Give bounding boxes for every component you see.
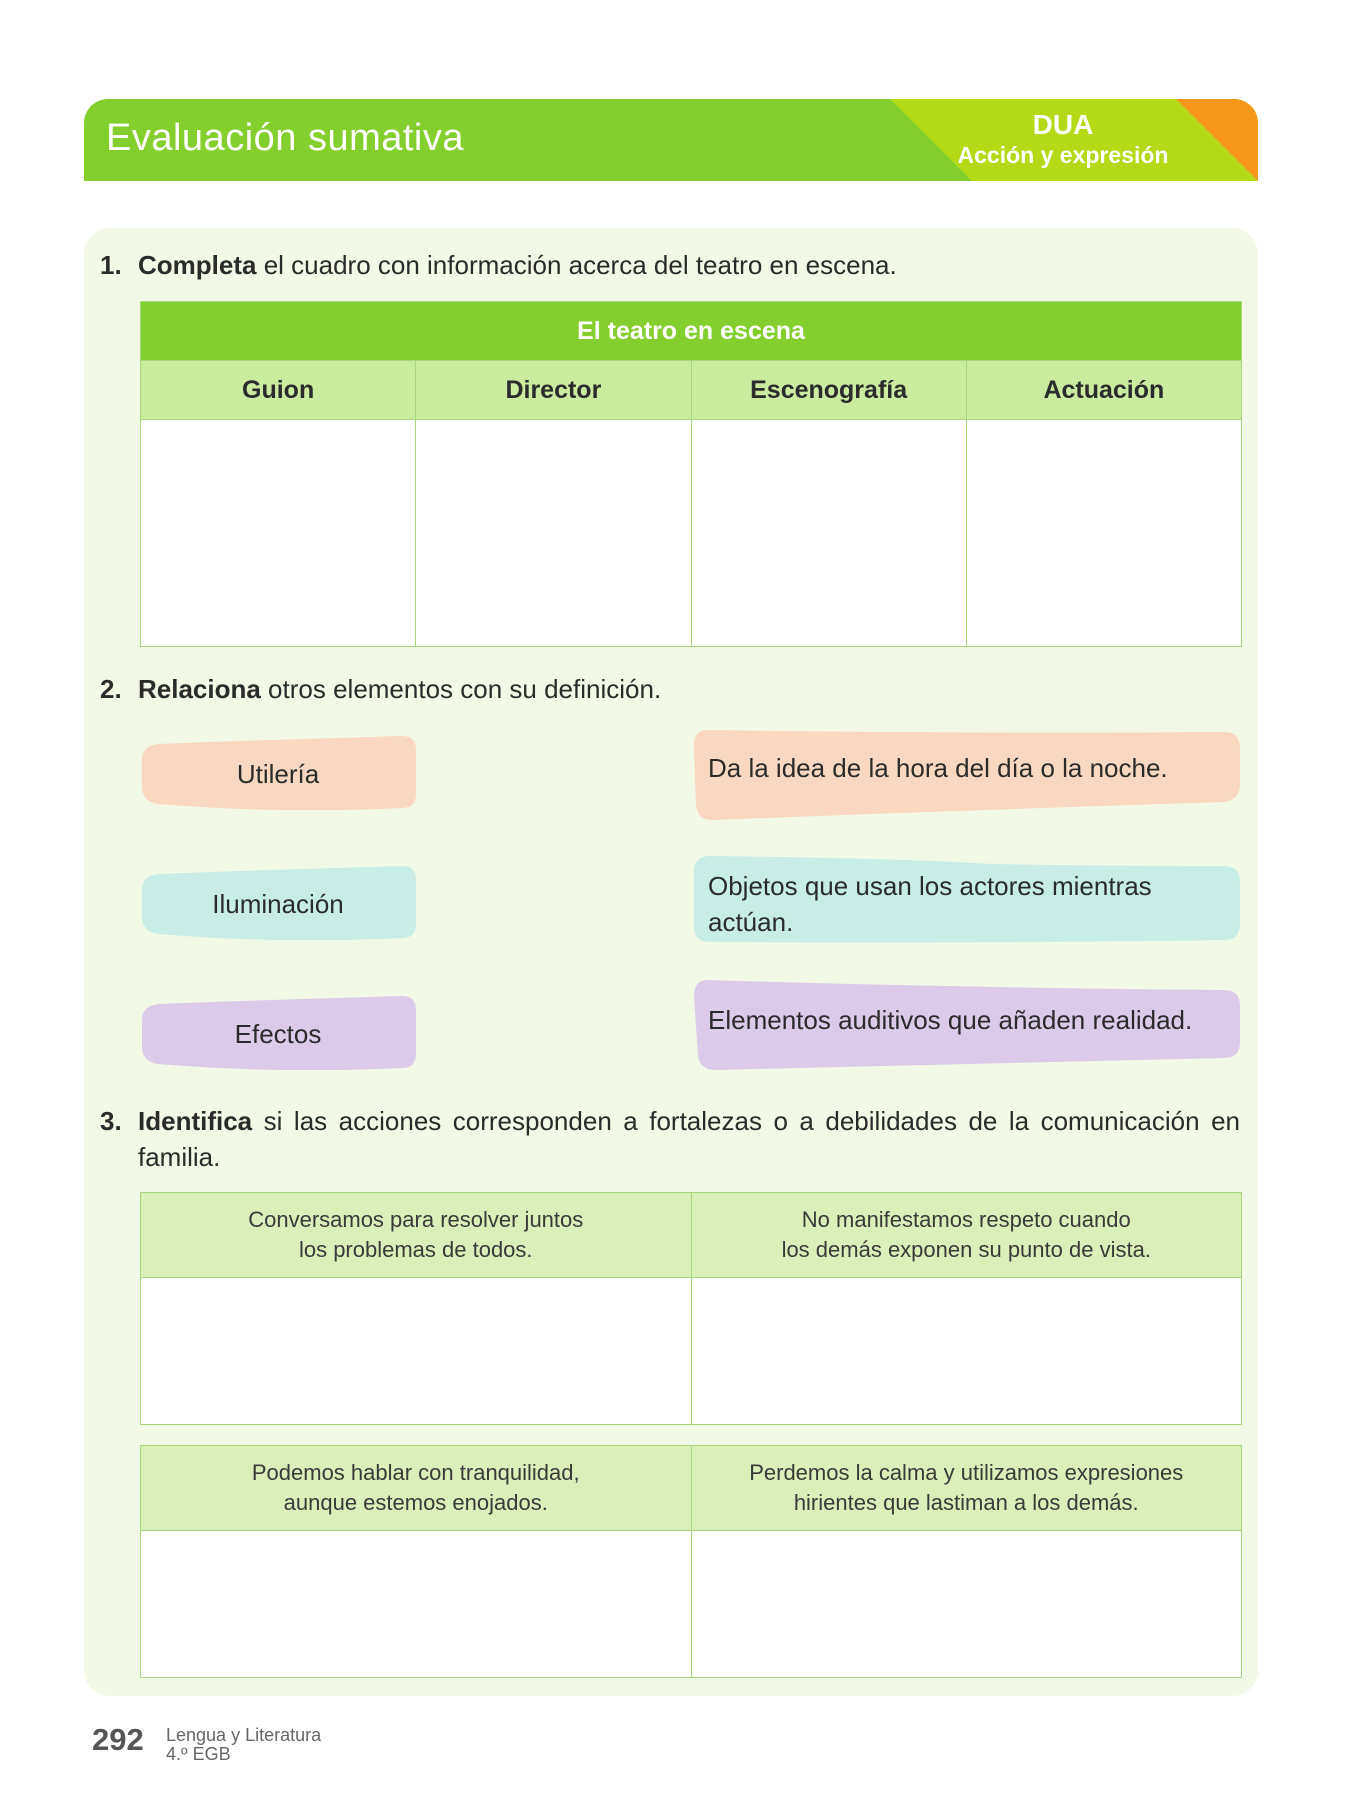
subject-name: Lengua y Literatura [166,1725,322,1745]
answer-cell-escenografia[interactable] [692,419,967,646]
statement-line: No manifestamos respeto cuando [801,1207,1131,1232]
statement-line: Perdemos la calma y utilizamos expresiones [749,1460,1184,1485]
question-verb: Identifica [138,1106,253,1136]
dua-label: DUA [1032,109,1094,140]
table-answer-row [141,419,1241,646]
question-text: si las acciones corresponden a fortalezas o a debilidades de la comunicación en familia. [138,1106,1240,1172]
answer-cell[interactable] [692,1530,1242,1677]
table-header-row [141,360,1241,419]
statement-line: los problemas de todos. [298,1237,533,1262]
statement-cell [141,1193,692,1277]
grade-level: 4.º EGB [166,1744,231,1764]
term-iluminacion[interactable] [140,864,416,940]
term-efectos[interactable] [140,994,416,1070]
table-header-row [141,1446,1241,1530]
question-verb: Relaciona [138,674,261,704]
statement-line: Podemos hablar con tranquilidad, [251,1460,580,1485]
definition-text: Da la idea de la hora del día o la noche. [708,753,1168,783]
statement-line: los demás exponen su punto de vista. [781,1237,1151,1262]
question-number: 2. [100,674,122,704]
statement-cell [141,1446,692,1530]
dua-subtitle: Acción y expresión [957,142,1169,168]
term-label: Iluminación [212,889,344,919]
answer-cell[interactable] [692,1277,1242,1424]
definition-text: Objetos que usan los actores mientras actúan. [708,871,1152,937]
dua-badge [948,109,1178,169]
answer-cell[interactable] [141,1277,692,1424]
question-number: 1. [100,250,122,280]
question-3 [100,1103,1240,1175]
header-guion: Guion [141,360,416,419]
table-answer-row [141,1530,1241,1677]
header-director: Director [416,360,691,419]
question-verb: Completa [138,250,257,280]
question-1 [100,247,897,283]
term-utileria[interactable] [140,734,416,810]
page-title: Evaluación sumativa [106,117,465,159]
section-header [84,99,1258,181]
definition-3[interactable] [692,978,1240,1072]
definition-2[interactable] [692,854,1240,944]
term-label: Utilería [236,759,320,789]
definition-1[interactable] [692,728,1240,822]
question-number: 3. [100,1106,122,1136]
definition-text: Elementos auditivos que añaden realidad. [708,1005,1193,1035]
answer-cell-director[interactable] [416,419,691,646]
question-text: otros elementos con su definición. [260,674,662,704]
question-2 [100,671,661,707]
communication-table-b [140,1445,1242,1678]
header-escenografia: Escenografía [692,360,967,419]
answer-cell-guion[interactable] [141,419,416,646]
statement-cell [692,1446,1242,1530]
table-caption: El teatro en escena [141,302,1241,360]
subject-info [166,1726,321,1764]
statement-line: hirientes que lastiman a los demás. [793,1490,1139,1515]
answer-cell-actuacion[interactable] [967,419,1241,646]
table-answer-row [141,1277,1241,1424]
theatre-table [140,301,1242,647]
statement-line: aunque estemos enojados. [283,1490,548,1515]
term-label: Efectos [234,1019,322,1049]
statement-cell [692,1193,1242,1277]
communication-table-a [140,1192,1242,1425]
table-header-row [141,1193,1241,1277]
statement-line: Conversamos para resolver juntos [248,1207,584,1232]
question-text: el cuadro con información acerca del teatro en escena. [256,250,897,280]
page-number: 292 [92,1722,144,1757]
header-actuacion: Actuación [967,360,1241,419]
answer-cell[interactable] [141,1530,692,1677]
